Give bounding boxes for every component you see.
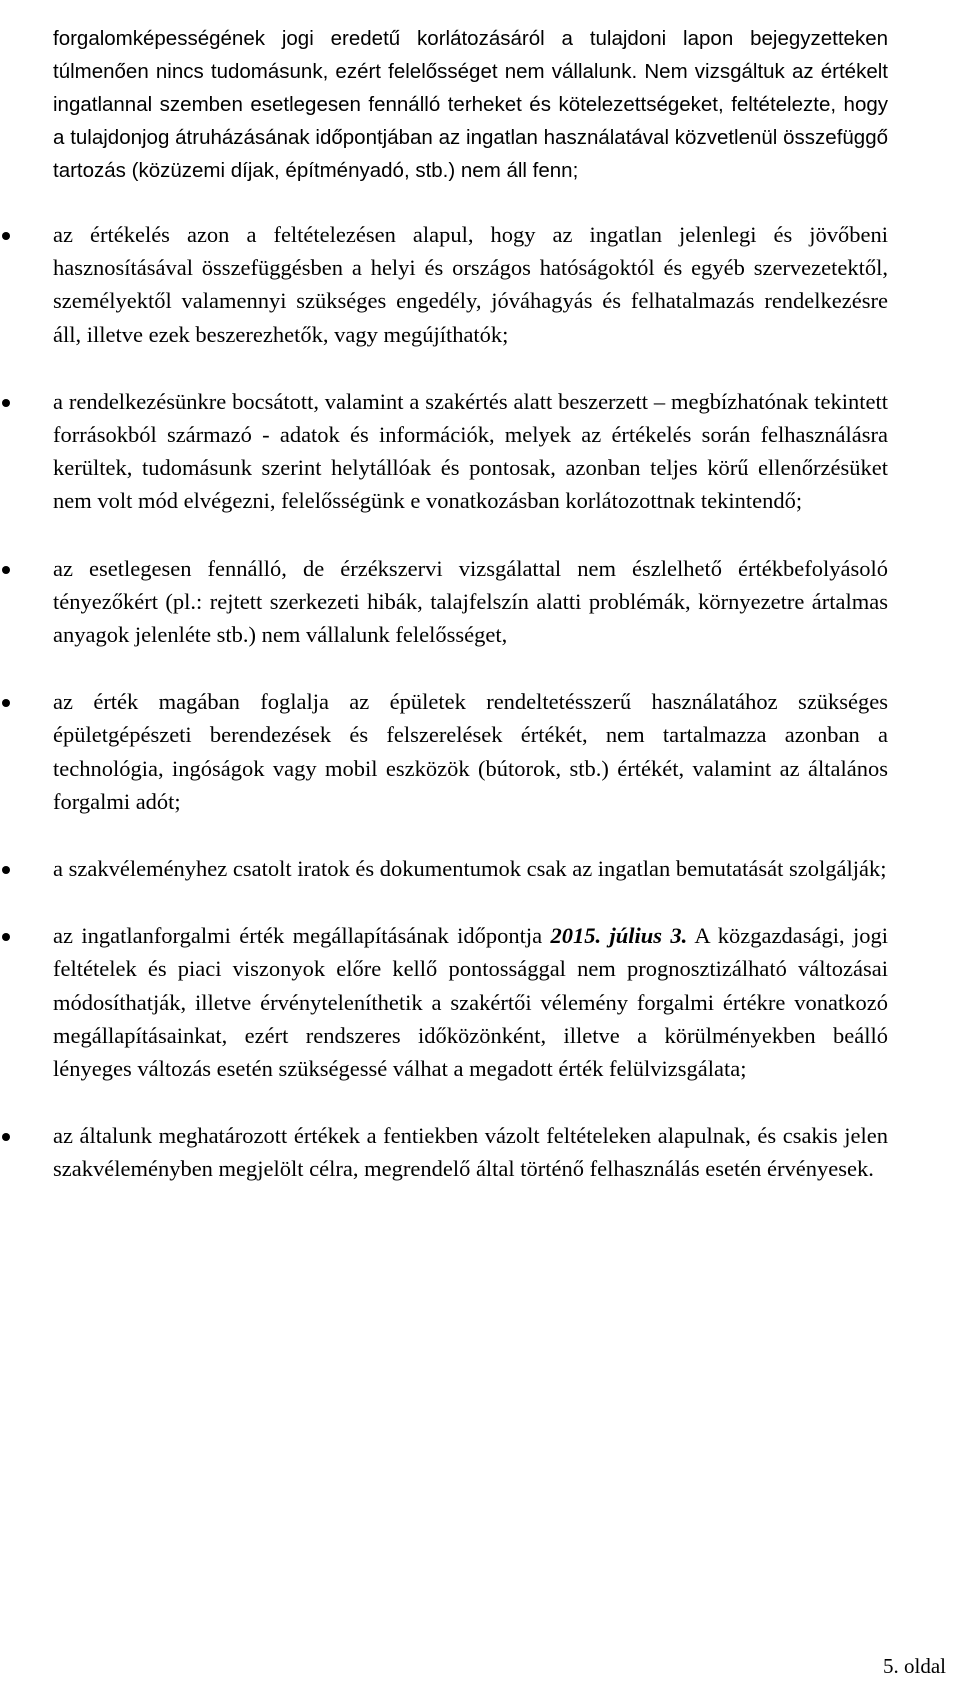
- list-item: [0, 852, 960, 885]
- bullet-icon: [2, 399, 10, 407]
- conditions-list: [0, 218, 960, 1220]
- bullet-icon: [2, 566, 10, 574]
- valuation-date-intro: az ingatlanforgalmi érték megállapításának időpontja: [53, 923, 551, 949]
- list-item: [0, 218, 960, 351]
- bullet-icon: [2, 232, 10, 240]
- bullet-icon: [2, 933, 10, 941]
- list-item-text: a szakvéleményhez csatolt iratok és dokumentumok csak az ingatlan bemutatását szolgálják;: [53, 856, 887, 882]
- list-item-text: az értékelés azon a feltételezésen alapul, hogy az ingatlan jelenlegi és jövőbeni hasznosításával összefüggésben a helyi és országos hatóságoktól és egyéb szervezetektől, személyektől valamennyi szükséges engedély, jóváhagyás és felhatalmazás rendelkezésre áll, illetve ezek beszerezhetők, vagy megújíthatók;: [53, 222, 888, 347]
- list-item-text: a rendelkezésünkre bocsátott, valamint a szakértés alatt beszerzett – megbízhatónak tekintett forrásokból származó - adatok és információk, melyek az értékelés során felhasználásra kerültek, tudomásunk szerint helytállóak és pontosak, azonban teljes körű ellenőrzésüket nem volt mód elvégezni, felelősségünk e vonatkozásban korlátozottnak tekintendő;: [53, 388, 888, 514]
- list-item-text: az érték magában foglalja az épületek rendeltetésszerű használatához szükséges épületgépészeti berendezések és felszerelések értékét, nem tartalmazza azonban a technológia, ingóságok vagy mobil eszközök (bútorok, stb.) értékét, valamint az általános forgalmi adót;: [53, 689, 888, 814]
- continuation-paragraph: forgalomképességének jogi eredetű korlátozásáról a tulajdoni lapon bejegyzetteken túlmenően nincs tudomásunk, ezért felelősséget nem vállalunk. Nem vizsgáltuk az értékelt ingatlannal szemben esetlegesen fennálló terheket és kötelezettségeket, feltételezte, hogy a tulajdonjog átruházásának időpontjában az ingatlan használatával közvetlenül összefüggő tartozás (közüzemi díjak, építményadó, stb.) nem áll fenn;: [53, 26, 888, 183]
- valuation-date: 2015. július 3.: [550, 923, 688, 949]
- list-item: [0, 552, 960, 652]
- list-item-text: [53, 919, 888, 1085]
- bullet-icon: [2, 1133, 10, 1141]
- page-number: 5. oldal: [883, 1654, 946, 1678]
- list-item: [0, 1119, 960, 1185]
- bullet-icon: [2, 699, 10, 707]
- list-item: [0, 685, 960, 818]
- valuation-date-explanation: A közgazdasági, jogi feltételek és piaci viszonyok előre kellő pontossággal nem prognosztizálható változásai módosíthatják, illetve érvényteleníthetik a szakértői vélemény forgalmi értékre vonatkozó megállapításainkat, ezért rendszeres időközönként, illetve a körülményekben beálló lényeges változás esetén szükségessé válhat a megadott érték felülvizsgálata;: [53, 923, 888, 1082]
- list-item-text: az általunk meghatározott értékek a fentiekben vázolt feltételeken alapulnak, és csakis jelen szakvéleményben megjelölt célra, megrendelő által történő felhasználás esetén érvényesek.: [53, 1123, 888, 1182]
- list-item: [0, 385, 960, 518]
- bullet-icon: [2, 866, 10, 874]
- list-item: [0, 919, 960, 1085]
- list-item-text: az esetlegesen fennálló, de érzékszervi vizsgálattal nem észlelhető értékbefolyásoló tényezőkért (pl.: rejtett szerkezeti hibák, talajfelszín alatti problémák, környezetre ártalmas anyagok jelenléte stb.) nem vállalunk felelősséget,: [53, 555, 888, 648]
